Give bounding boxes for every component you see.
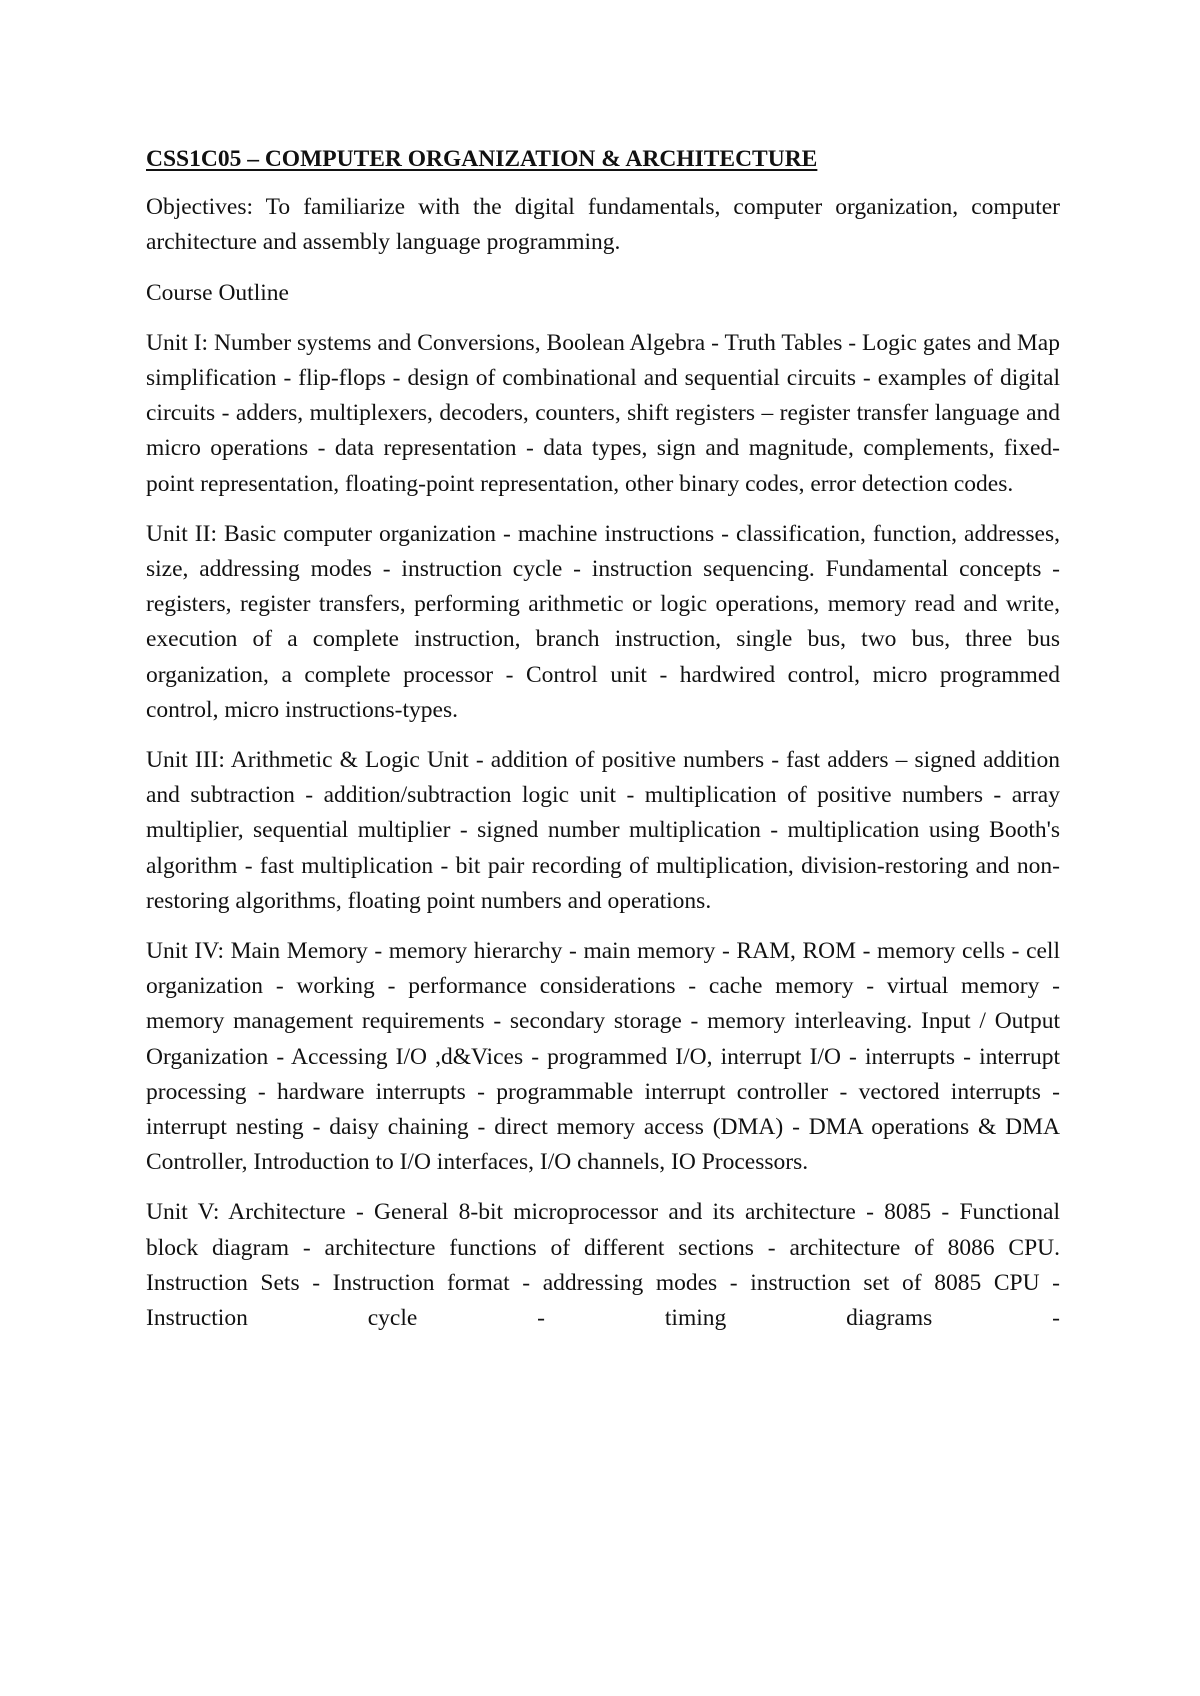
unit-2-paragraph: Unit II: Basic computer organization - machine instructions - classification, function, addresses, size, addressing modes - instruction cycle - instruction sequencing. Fundamental concepts - registers, register transfers, performing arithmetic or logic operations, memory read and write, execution of a complete instruction, branch instruction, single bus, two bus, three bus organization, a complete processor - Control unit - hardwired control, micro programmed control, micro instructions-types. [146,520,1060,723]
document-body [146,142,1060,1336]
unit-4-paragraph: Unit IV: Main Memory - memory hierarchy - main memory - RAM, ROM - memory cells - cell organization - working - performance considerations - cache memory - virtual memory - memory management requirements - secondary storage - memory interleaving. Input / Output Organization - Accessing I/O ,d&Vices - programmed I/O, interrupt I/O - interrupts - interrupt processing - hardware interrupts - programmable interrupt controller - vectored interrupts - interrupt nesting - daisy chaining - direct memory access (DMA) - DMA operations & DMA Controller, Introduction to I/O interfaces, I/O channels, IO Processors. [146,938,1060,1176]
course-title: CSS1C05 – COMPUTER ORGANIZATION & ARCHITECTURE [146,146,818,172]
course-outline-heading: Course Outline [146,279,289,306]
unit-3-paragraph: Unit III: Arithmetic & Logic Unit - addition of positive numbers - fast adders – signed addition and subtraction - addition/subtraction logic unit - multiplication of positive numbers - array multiplier, sequential multiplier - signed number multiplication - multiplication using Booth's algorithm - fast multiplication - bit pair recording of multiplication, division-restoring and non-restoring algorithms, floating point numbers and operations. [146,747,1060,914]
objectives-paragraph: Objectives: To familiarize with the digital fundamentals, computer organization, computer architecture and assembly language programming. [146,194,1060,256]
unit-1-paragraph: Unit I: Number systems and Conversions, Boolean Algebra - Truth Tables - Logic gates and Map simplification - flip-flops - design of combinational and sequential circuits - examples of digital circuits - adders, multiplexers, decoders, counters, shift registers – register transfer language and micro operations - data representation - data types, sign and magnitude, complements, fixed-point representation, floating-point representation, other binary codes, error detection codes. [146,329,1060,497]
unit-5-paragraph: Unit V: Architecture - General 8-bit microprocessor and its architecture - 8085 - Functional block diagram - architecture functions of different sections - architecture of 8086 CPU. Instruction Sets - Instruction format - addressing modes - instruction set of 8085 CPU - Instruction cycle - timing diagrams - [146,1199,1060,1332]
